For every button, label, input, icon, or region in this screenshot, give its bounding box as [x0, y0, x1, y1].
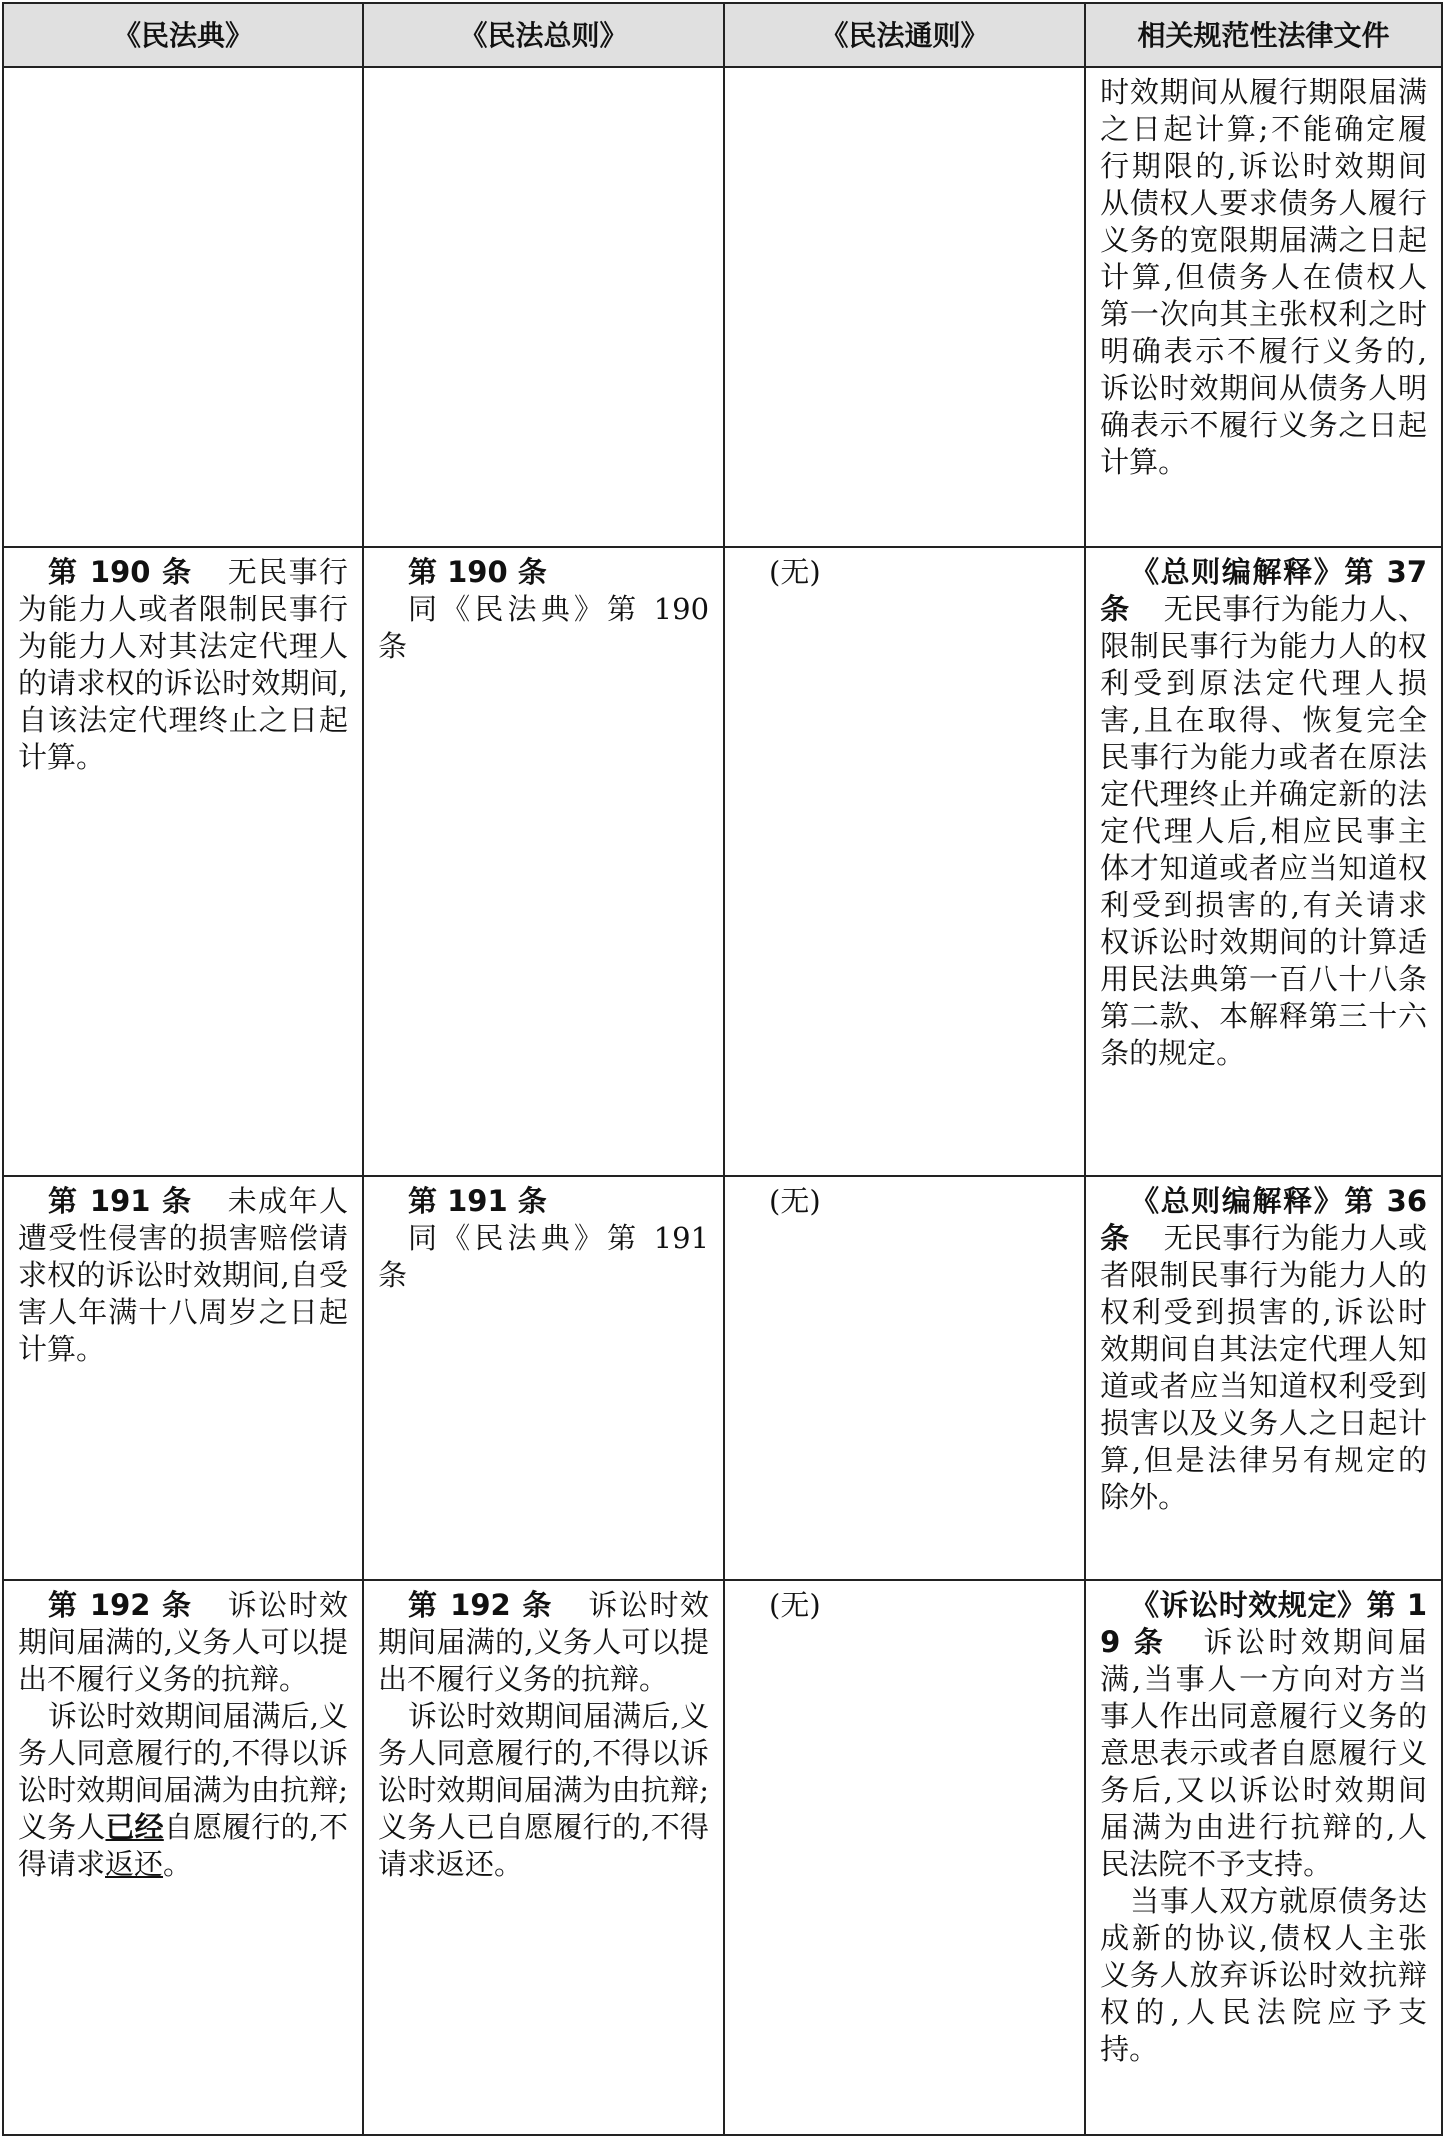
article-number: 第 190 条: [48, 555, 193, 589]
regulation-reference: 《诉讼时效规定》第 19 条: [1100, 1588, 1427, 1659]
law-comparison-table: [2, 2, 1443, 2136]
cell-general-principles: [724, 67, 1085, 547]
article-text: 同《民法典》第 191 条: [378, 1221, 710, 1292]
none-marker: (无): [769, 1588, 821, 1622]
cell-related-documents: [1085, 1176, 1442, 1580]
cell-related-documents: [1085, 547, 1442, 1176]
header-civil-code: 《民法典》: [3, 3, 363, 67]
cell-related-documents: [1085, 67, 1442, 547]
header-row: [3, 3, 1442, 67]
article-number: 第 192 条: [48, 1588, 193, 1622]
regulation-paragraph-2: 当事人双方就原债务达成新的协议,债权人主张义务人放弃诉讼时效抗辩权的,人民法院应予支持。: [1100, 1884, 1427, 2066]
article-text: 诉讼时效期间届满的,义务人可以提出不履行义务的抗辩。: [18, 1588, 348, 1696]
article-paragraph-2: 诉讼时效期间届满后,义务人同意履行的,不得以诉讼时效期间届满为由抗辩;义务人已自愿履行的,不得请求返还。: [378, 1699, 710, 1881]
cell-general-provisions: [363, 1176, 724, 1580]
cell-civil-code: [3, 1580, 363, 2135]
cell-related-documents: [1085, 1580, 1442, 2135]
article-number: 第 192 条: [408, 1588, 553, 1622]
cell-general-principles: [724, 547, 1085, 1176]
cell-civil-code: [3, 1176, 363, 1580]
article-text: 无民事行为能力人或者限制民事行为能力人对其法定代理人的请求权的诉讼时效期间,自该法定代理终止之日起计算。: [18, 555, 348, 774]
regulation-reference: 《总则编解释》第 36 条: [1100, 1184, 1427, 1255]
article-text: 未成年人遭受性侵害的损害赔偿请求权的诉讼时效期间,自受害人年满十八周岁之日起计算。: [18, 1184, 348, 1366]
table-row: [3, 547, 1442, 1176]
none-marker: (无): [769, 1184, 821, 1218]
cell-civil-code: [3, 547, 363, 1176]
underlined-text: 返还: [105, 1847, 164, 1881]
emphasized-text: 已经: [105, 1810, 164, 1844]
cell-general-provisions: [363, 1580, 724, 2135]
article-text: 诉讼时效期间届满的,义务人可以提出不履行义务的抗辩。: [378, 1588, 710, 1696]
none-marker: (无): [769, 555, 821, 589]
cell-civil-code: [3, 67, 363, 547]
table-row: [3, 1176, 1442, 1580]
cell-text: 时效期间从履行期限届满之日起计算;不能确定履行期限的,诉讼时效期间从债权人要求债务人履行义务的宽限期届满之日起计算,但债务人在债权人第一次向其主张权利之时明确表示不履行义务的,诉讼时效期间从债务人明确表示不履行义务之日起计算。: [1100, 75, 1427, 479]
regulation-text: 无民事行为能力人或者限制民事行为能力人的权利受到损害的,诉讼时效期间自其法定代理人知道或者应当知道权利受到损害以及义务人之日起计算,但是法律另有规定的除外。: [1100, 1221, 1427, 1514]
header-general-principles: 《民法通则》: [724, 3, 1085, 67]
regulation-text: 无民事行为能力人、限制民事行为能力人的权利受到原法定代理人损害,且在取得、恢复完全民事行为能力或者在原法定代理终止并确定新的法定代理人后,相应民事主体才知道或者应当知道权利受到损害的,有关请求权诉讼时效期间的计算适用民法典第一百八十八条第二款、本解释第三十六条的规定。: [1100, 592, 1427, 1070]
header-related-documents: 相关规范性法律文件: [1085, 3, 1442, 67]
article-number: 第 191 条: [408, 1184, 547, 1218]
header-general-provisions: 《民法总则》: [363, 3, 724, 67]
cell-general-provisions: [363, 547, 724, 1176]
article-number: 第 190 条: [408, 555, 547, 589]
article-number: 第 191 条: [48, 1184, 193, 1218]
regulation-text: 诉讼时效期间届满,当事人一方向对方当事人作出同意履行义务的意思表示或者自愿履行义务后,又以诉讼时效期间届满为由进行抗辩的,人民法院不予支持。: [1100, 1625, 1427, 1881]
article-text: 同《民法典》第 190 条: [378, 592, 710, 663]
cell-general-principles: [724, 1176, 1085, 1580]
article-paragraph-2: 诉讼时效期间届满后,义务人同意履行的,不得以诉讼时效期间届满为由抗辩;义务人已经自愿履行的,不得请求返还。: [18, 1699, 348, 1881]
table-row: [3, 67, 1442, 547]
regulation-reference: 《总则编解释》第 37 条: [1100, 555, 1427, 626]
cell-general-principles: [724, 1580, 1085, 2135]
cell-general-provisions: [363, 67, 724, 547]
table-row: [3, 1580, 1442, 2135]
